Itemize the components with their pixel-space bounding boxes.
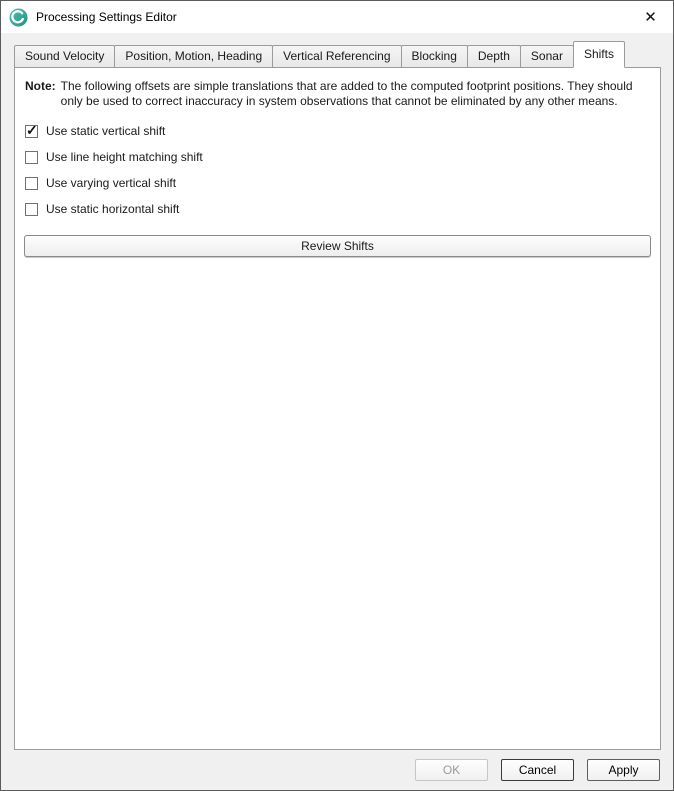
checkbox-static-horizontal-shift[interactable] [25, 203, 38, 216]
checkbox-label: Use static vertical shift [46, 124, 166, 139]
close-icon[interactable]: ✕ [644, 9, 657, 26]
checkbox-static-vertical-shift[interactable] [25, 121, 38, 138]
note [25, 79, 650, 108]
note-text: The following offsets are simple translations that are added to the computed footprint positions. They should only be used to correct inaccuracy in system observations that cannot be eliminated by any other means. [60, 79, 633, 108]
ok-button[interactable]: OK [415, 759, 488, 781]
checkbox-row-varying-vertical-shift[interactable] [25, 176, 652, 190]
tab-strip [14, 41, 661, 68]
dialog-body [1, 33, 673, 750]
tab-position-motion-heading[interactable]: Position, Motion, Heading [114, 45, 273, 68]
checkbox-row-static-vertical-shift[interactable] [25, 121, 652, 139]
titlebar [1, 1, 673, 33]
checkbox-row-static-horizontal-shift[interactable] [25, 202, 652, 216]
review-shifts-button[interactable]: Review Shifts [24, 235, 651, 257]
checkbox-row-line-height-matching-shift[interactable] [25, 150, 652, 164]
apply-button[interactable]: Apply [587, 759, 660, 781]
shifts-tab-page [14, 67, 661, 750]
tab-vertical-referencing[interactable]: Vertical Referencing [272, 45, 401, 68]
window-title: Processing Settings Editor [36, 10, 177, 24]
footer-button-bar [1, 750, 673, 790]
tab-blocking[interactable]: Blocking [401, 45, 468, 68]
checkbox-label: Use varying vertical shift [46, 176, 177, 191]
checkbox-line-height-matching-shift[interactable] [25, 151, 38, 164]
checkmark-icon: ✓ [26, 121, 38, 138]
empty-area [23, 257, 652, 741]
app-logo-icon [9, 8, 28, 27]
checkbox-varying-vertical-shift[interactable] [25, 177, 38, 190]
tab-sound-velocity[interactable]: Sound Velocity [14, 45, 115, 68]
note-label: Note: [25, 79, 56, 93]
cancel-button[interactable]: Cancel [501, 759, 574, 781]
checkbox-label: Use line height matching shift [46, 150, 203, 165]
tab-depth[interactable]: Depth [467, 45, 521, 68]
checkbox-label: Use static horizontal shift [46, 202, 180, 217]
tab-sonar[interactable]: Sonar [520, 45, 574, 68]
tab-shifts[interactable]: Shifts [573, 41, 625, 68]
